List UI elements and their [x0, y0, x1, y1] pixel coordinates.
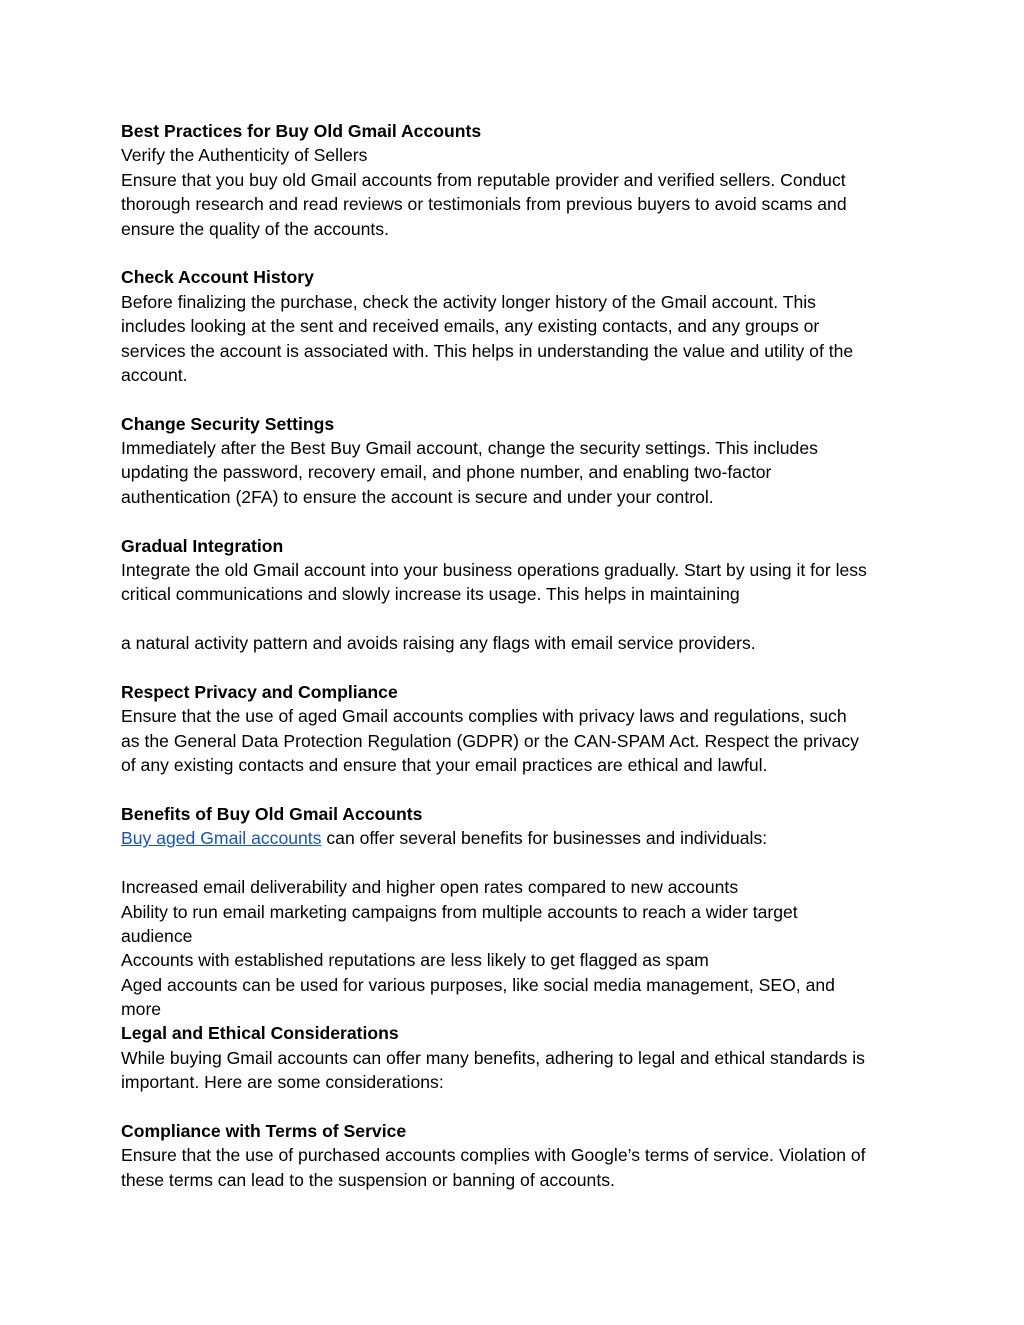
- heading-legal-ethical: Legal and Ethical Considerations: [121, 1023, 399, 1044]
- spacer: [121, 607, 911, 631]
- spacer: [121, 509, 911, 533]
- spacer: [121, 241, 911, 265]
- paragraph-line: thorough research and read reviews or testimonials from previous buyers to avoid scams and: [121, 194, 847, 215]
- benefits-intro-line: [121, 826, 911, 850]
- paragraph-line: While buying Gmail accounts can offer many benefits, adhering to legal and ethical standards is: [121, 1047, 865, 1068]
- document-page: [121, 119, 911, 1192]
- paragraph-line: Ensure that the use of aged Gmail accounts complies with privacy laws and regulations, such: [121, 706, 847, 727]
- paragraph-line: authentication (2FA) to ensure the account is secure and under your control.: [121, 486, 714, 507]
- spacer: [121, 1095, 911, 1119]
- paragraph-line: as the General Data Protection Regulation (GDPR) or the CAN-SPAM Act. Respect the privacy: [121, 730, 859, 751]
- paragraph-line: a natural activity pattern and avoids raising any flags with email service providers.: [121, 633, 756, 654]
- paragraph-line: of any existing contacts and ensure that your email practices are ethical and lawful.: [121, 755, 768, 776]
- benefit-item: Increased email deliverability and higher open rates compared to new accounts: [121, 877, 739, 898]
- benefit-item: more: [121, 999, 162, 1020]
- benefit-item: Ability to run email marketing campaigns from multiple accounts to reach a wider target: [121, 901, 798, 922]
- paragraph-line: Before finalizing the purchase, check the activity longer history of the Gmail account. This: [121, 291, 816, 312]
- paragraph-line: Ensure that you buy old Gmail accounts from reputable provider and verified sellers. Conduct: [121, 169, 846, 190]
- heading-respect-privacy: Respect Privacy and Compliance: [121, 681, 398, 702]
- paragraph-line: critical communications and slowly increase its usage. This helps in maintaining: [121, 584, 740, 605]
- benefits-intro-text: can offer several benefits for businesses and individuals:: [321, 828, 768, 849]
- heading-gradual-integration: Gradual Integration: [121, 535, 284, 556]
- benefit-item: Aged accounts can be used for various purposes, like social media management, SEO, and: [121, 974, 835, 995]
- paragraph-line: ensure the quality of the accounts.: [121, 218, 389, 239]
- benefit-item: audience: [121, 925, 193, 946]
- paragraph-line: updating the password, recovery email, and phone number, and enabling two-factor: [121, 462, 772, 483]
- spacer: [121, 387, 911, 411]
- buy-aged-gmail-link[interactable]: Buy aged Gmail accounts: [121, 828, 322, 849]
- heading-compliance-terms: Compliance with Terms of Service: [121, 1121, 407, 1142]
- heading-check-account-history: Check Account History: [121, 267, 314, 288]
- paragraph-line: includes looking at the sent and received emails, any existing contacts, and any groups or: [121, 316, 820, 337]
- subheading-verify-sellers: Verify the Authenticity of Sellers: [121, 145, 368, 166]
- heading-change-security-settings: Change Security Settings: [121, 413, 335, 434]
- spacer: [121, 778, 911, 802]
- paragraph-line: Integrate the old Gmail account into your business operations gradually. Start by using it for less: [121, 560, 867, 581]
- heading-benefits: Benefits of Buy Old Gmail Accounts: [121, 803, 423, 824]
- paragraph-line: these terms can lead to the suspension or banning of accounts.: [121, 1169, 615, 1190]
- paragraph-line: Ensure that the use of purchased accounts complies with Google’s terms of service. Violation of: [121, 1145, 866, 1166]
- paragraph-line: services the account is associated with. This helps in understanding the value and utility of the: [121, 340, 854, 361]
- spacer: [121, 656, 911, 680]
- spacer: [121, 851, 911, 875]
- paragraph-line: important. Here are some considerations:: [121, 1072, 444, 1093]
- paragraph-line: account.: [121, 364, 188, 385]
- heading-best-practices: Best Practices for Buy Old Gmail Accounts: [121, 121, 482, 141]
- benefit-item: Accounts with established reputations are less likely to get flagged as spam: [121, 950, 709, 971]
- paragraph-line: Immediately after the Best Buy Gmail account, change the security settings. This includes: [121, 438, 818, 459]
